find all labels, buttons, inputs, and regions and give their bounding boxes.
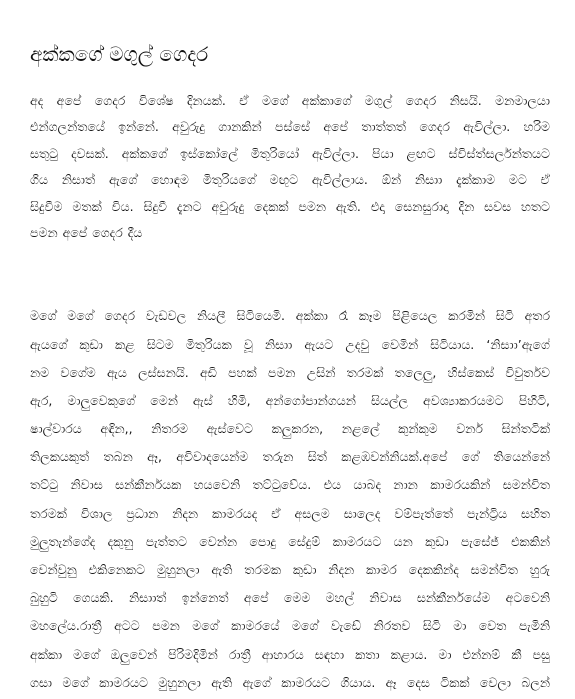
- paragraph-line: අක්කා මගේ ඔලුවෙන් පිරිමදිමින් රාත්‍රී ආහාරය සඳහා කතා කළාය. මා එන්නම් කී පසු: [30, 646, 550, 662]
- paragraph-line: තරමක් විශාල ප්‍රධාන නිදන කාමරයද ඒ අසලම සාලෙද වම්පැත්තේ පැන්ට්‍රිය සහිත: [30, 505, 550, 521]
- paragraph-line: එන්ගලන්තයේ ඉන්නේ. අවුරුදු ගානකින් පස්සේ අපේ තාත්තත් ගෙදර ඇවිල්ලා. හරිම: [30, 119, 550, 135]
- document-title: අක්කගේ මගුල් ගෙදර: [30, 42, 209, 66]
- paragraph-line: බුහුටි ගෙයකි. නිසාාත් ඉන්නෙත් අපේ මෙම මහල් නිවාස සන්කීර්නයේම අටවෙනි: [30, 590, 550, 606]
- paragraph-line: මගේ මගේ ගෙදර වැඩවල නියලී සිටියෙමි. අක්කා රෑ කෑම පිළියෙල කරමින් සිටි අතර: [30, 308, 550, 324]
- document-body: [30, 88, 550, 697]
- paragraph-line: ගසා මගේ කාමරයට මුහුනලා ඇති ඇගේ කාමරයට ගියාය. ඈ දෙස ටිකක් වෙලා බලන්: [30, 674, 550, 690]
- paragraph-line: සතුටු දවසක්. අක්කගේ ඉස්කෝලේ මිතුරියෝ ඇවිල්ලා. පියා ළඟට ස්විස්ත්සර්ලන්තයට: [30, 145, 550, 161]
- paragraph-line: මහලේය.රාත්‍රී අටට පමන මගේ කාමරයේ මගේ වැඩේ නිරතව සිටි මා වෙත පැමිනි: [30, 618, 550, 634]
- paragraph-line: අද අපේ ගෙදර විශේෂ දිනයක්. ඒ මගේ අක්කාගේ මගුල් ගෙදර නිසයි. මනමාලයා: [30, 93, 550, 108]
- paragraph-2: [30, 302, 550, 697]
- paragraph-line: තට්ටු නිවාස සන්කීර්නයක හයවෙනි තට්ටුවේය. එය යාබද නාන කාමරයකින් සමන්විත: [30, 477, 550, 493]
- paragraph-line: ඇයගේ කුඩා කළ සිටම මිතුරියක වූ නිසාා ඇයට උදවු වෙමින් සිටියාය. ‘නිසාා’ඇගේ: [30, 336, 550, 352]
- paragraph-line: ගිය නිසාත් ඇගේ හොඳම මිතුරියගේ මඟුට ඇවිල්ලාය. ඕන් නිසාා දැක්කාම මට ඒ: [30, 172, 550, 188]
- paragraph-1: [30, 88, 550, 246]
- paragraph-line: තිලකයකුත් තබන ඈ, අවිවාදයෙන්ම තරුන සිත් කළඹවන්නියක්.අපේ ගේ තියෙන්නේ: [30, 449, 550, 465]
- paragraph-line: මුලුතැන්ගේද දකුනු පැත්තට වෙන්න පොදු සේදුම් කාමරයට යන කුඩා පැසේජ් එකකින්: [30, 533, 550, 549]
- paragraph-line: වෙන්වුනු එකිනෙකට මුහුනලා ඇති තරමක කුඩා නිදන කාමර දෙකකින්ද සමන්විත හුරු: [30, 562, 550, 578]
- paragraph-line: ඇර, මාලුවෙකුගේ මෙන් ඇස් හිමි, අන්ගෝපාන්ගයන් සියල්ල අවශ්‍යාකරයමට පිහිටි,: [30, 392, 550, 408]
- paragraph-line: නම වගේම ඇය ලස්සනයි. අඩි පහක් පමන උසින් තරමක් තලෙලු, හිස්කෙස් විවුර්තව: [30, 364, 550, 380]
- paragraph-line: පමන අපේ ගෙදර දීය: [30, 224, 143, 240]
- paragraph-line: සිදුවීම මතක් විය. සිදුවී දැනට අවුරුදු දෙකක් පමන ඇති. එදා සෙනසුරාදා දින සවස හතට: [30, 198, 550, 214]
- paragraph-line: ෂාල්වාරය අඳින,, නිතරම ඇස්වෙට කලුකරන, නළලේ කුන්කුම වර්න සින්තටික්: [30, 421, 550, 437]
